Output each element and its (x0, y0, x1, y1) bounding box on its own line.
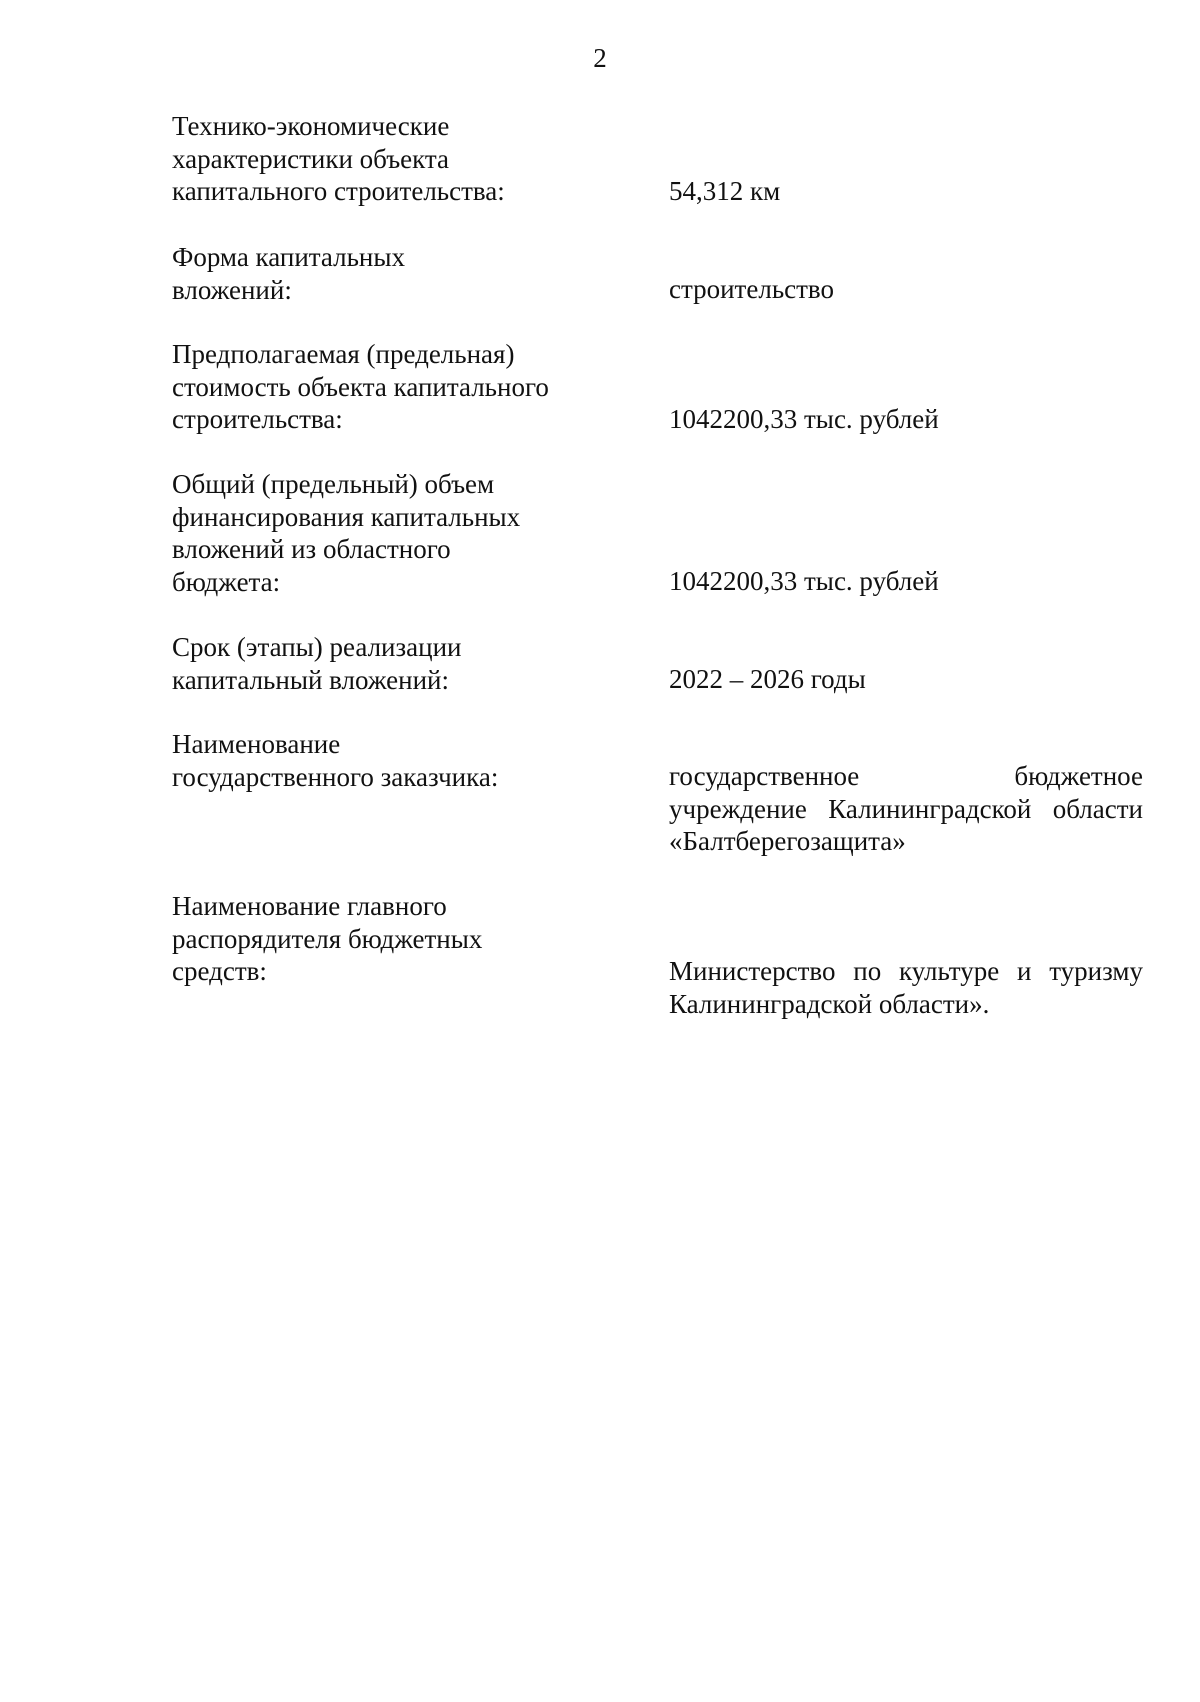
page-number: 2 (593, 43, 607, 73)
row-total-financing (172, 468, 1152, 600)
row-main-budget-manager (172, 890, 1152, 1020)
value-state-customer: государственное бюджетное учреждение Калининградской области «Балтберегозащита» (669, 761, 1143, 856)
row-investment-form (172, 241, 1152, 311)
value-implementation-period: 2022 – 2026 годы (669, 664, 866, 694)
value-total-financing: 1042200,33 тыс. рублей (669, 566, 939, 596)
label-estimated-cost: Предполагаемая (предельная) стоимость объекта капитального строительства: (172, 339, 549, 434)
row-implementation-period (172, 631, 1152, 701)
value-investment-form: строительство (669, 274, 834, 304)
label-main-budget-manager: Наименование главного распорядителя бюджетных средств: (172, 891, 483, 986)
label-total-financing: Общий (предельный) объем финансирования капитальных вложений из областного бюджета: (172, 469, 521, 597)
value-estimated-cost: 1042200,33 тыс. рублей (669, 404, 939, 434)
value-main-budget-manager: Министерство по культуре и туризму Калининградской области». (669, 956, 1143, 1019)
value-technical-characteristics: 54,312 км (669, 176, 781, 206)
label-implementation-period: Срок (этапы) реализации капитальный вложений: (172, 632, 462, 695)
row-estimated-cost (172, 338, 1152, 438)
label-technical-characteristics: Технико-экономические характеристики объекта капитального строительства: (172, 111, 505, 206)
label-state-customer: Наименование государственного заказчика: (172, 729, 499, 792)
label-investment-form: Форма капитальных вложений: (172, 242, 406, 305)
row-technical-characteristics (172, 110, 1152, 210)
row-state-customer (172, 728, 1152, 858)
